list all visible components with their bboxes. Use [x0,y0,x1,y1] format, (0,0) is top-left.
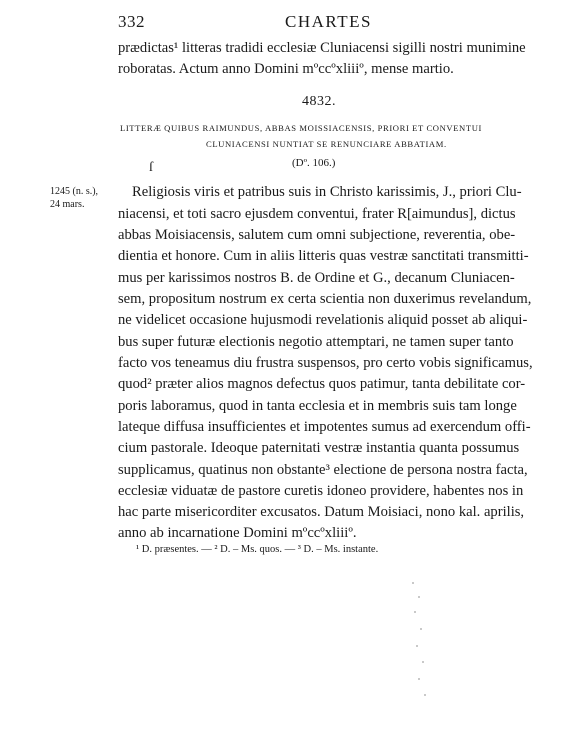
footnotes: ¹ D. præsentes. — ² D. – Ms. quos. — ³ D. – Ms. instante. [136,544,379,555]
charter-text-line: abbas Moisiacensis, salutem cum omni subjectione, reverentia, obe- [118,227,516,243]
ink-speck [424,694,426,696]
margin-mark: ſ [149,160,153,175]
ink-speck [416,645,418,647]
ink-speck [422,661,424,663]
preceding-text-line: roboratas. Actum anno Domini mºccºxliiiº, mense martio. [118,61,454,77]
charter-rubric-line: CLUNIACENSI NUNTIAT SE RENUNCIARE ABBATIAM. [206,139,447,149]
running-head: CHARTES [285,12,372,31]
charter-text-line: anno ab incarnatione Domini mºccºxliiiº. [118,525,357,541]
charter-text-line: niacensi, et toti sacro ejusdem conventui, frater R[aimundus], dictus [118,206,516,222]
preceding-text-line: prædictas¹ litteras tradidi ecclesiæ Cluniacensi sigilli nostri munimine [118,40,526,56]
ink-speck [412,582,414,584]
page-number: 332 [118,12,145,31]
ink-speck [414,611,416,613]
charter-text-line: mus per karissimos nostros B. de Ordine et G., decanum Cluniacen- [118,270,515,286]
ink-speck [418,596,420,598]
charter-text-line: sem, propositum nostrum ex certa scientia non duxerimus revelandum, [118,291,532,307]
charter-rubric-line: LITTERÆ QUIBUS RAIMUNDUS, ABBAS MOISSIACENSIS, PRIORI ET CONVENTUI [120,123,482,133]
charter-text-line: lateque diffusa insufficientes et impotentes sumus ad exercendum offi- [118,419,531,435]
charter-text-line: Religiosis viris et patribus suis in Christo karissimis, J., priori Clu- [132,184,522,200]
charter-source: (Dº. 106.) [292,157,336,169]
margin-date-line: 1245 (n. s.), [50,186,99,197]
charter-text-line: cium pastorale. Ideoque paternitati vestræ instantia quanta possumus [118,440,520,456]
charter-text-line: quod² præter alios magnos defectus quos patimur, tanta debilitate cor- [118,376,526,392]
charter-text-line: ne videlicet occasione hujusmodi revelationis aliquid posset ab aliqui- [118,312,528,328]
charter-text-line: ecclesiæ viduatæ de pastore curetis idoneo providere, habentes nos in [118,483,524,499]
ink-speck [420,628,422,630]
charter-text-line: dientia et honore. Cum in aliis litteris quas vestræ sanctitati transmitti- [118,248,529,264]
margin-date-line: 24 mars. [50,199,85,210]
charter-text-line: bus super futuræ electionis negotio attemptari, ne tamen super tanto [118,334,514,350]
ink-speck [418,678,420,680]
charter-text-line: poris laboramus, quod in tanta ecclesia et in membris suis tam longe [118,398,517,414]
page-header [118,12,560,34]
charter-text-line: supplicamus, quatinus non obstante³ electione de persona nostra facta, [118,462,528,478]
charter-text-line: facto vos teneamus diu frustra suspensos, pro certo vobis significamus, [118,355,533,371]
charter-number: 4832. [302,94,336,109]
charter-text-line: hac parte misericorditer excusatos. Datum Moisiaci, nono kal. aprilis, [118,504,525,520]
